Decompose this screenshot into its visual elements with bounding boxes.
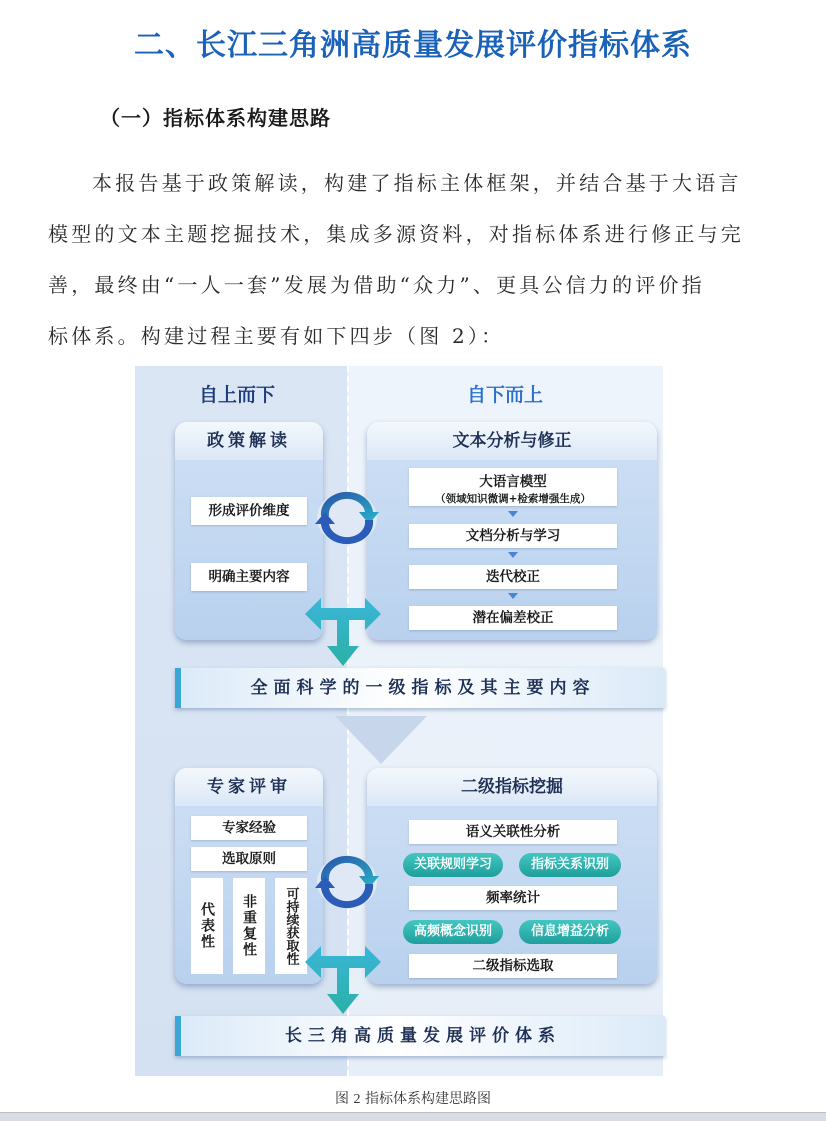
principle-box: 可持续获取性: [275, 878, 307, 974]
analysis-step: 迭代校正: [409, 565, 617, 589]
policy-item: 形成评价维度: [191, 497, 307, 525]
evaluation-system-band: 长三角高质量发展评价体系: [175, 1016, 665, 1056]
paragraph-line: 标体系。构建过程主要有如下四步（图 2）：: [48, 324, 505, 348]
method-pill: 指标关系识别: [519, 853, 621, 877]
principle-box: 代表性: [191, 878, 223, 974]
mining-step: 频率统计: [409, 886, 617, 910]
level1-indicators-band: 全面科学的一级指标及其主要内容: [175, 668, 665, 708]
down-chevron-icon: [335, 716, 427, 766]
mining-step: 语义关联性分析: [409, 820, 617, 844]
merge-arrow-icon: [303, 596, 383, 668]
analysis-step: 文档分析与学习: [409, 524, 617, 548]
principle-box: 非重复性: [233, 878, 265, 974]
cycle-icon: [311, 486, 383, 550]
paragraph-line: 模型的文本主题挖掘技术，集成多源资料，对指标体系进行修正与完: [48, 222, 744, 246]
column-heading-bottom-up: 自下而上: [467, 384, 544, 406]
section-title: 二、长江三角洲高质量发展评价指标体系: [134, 28, 692, 63]
llm-box: [409, 468, 617, 506]
merge-arrow-icon: [303, 944, 383, 1016]
expert-panel-title: 专家评审: [175, 768, 323, 806]
step-arrow-icon: [508, 593, 518, 599]
body-paragraph: [48, 158, 748, 362]
policy-item: 明确主要内容: [191, 563, 307, 591]
indicator-mining-panel: [367, 768, 657, 984]
caption-text: 指标体系构建思路图: [364, 1091, 491, 1107]
step-arrow-icon: [508, 511, 518, 517]
caption-label: 图: [335, 1091, 350, 1107]
policy-panel-title: 政策解读: [175, 422, 323, 460]
caption-number: 2: [353, 1092, 361, 1107]
expert-item: 专家经验: [191, 816, 307, 840]
figure-caption: [0, 1088, 826, 1108]
subsection-title: （一）指标体系构建思路: [100, 106, 331, 130]
llm-sublabel: （领域知识微调+检索增强生成）: [435, 493, 591, 505]
method-pill: 高频概念识别: [403, 920, 503, 944]
policy-panel: [175, 422, 323, 640]
indicator-mining-title: 二级指标挖掘: [367, 768, 657, 806]
mining-step: 二级指标选取: [409, 954, 617, 978]
paragraph-line: 本报告基于政策解读，构建了指标主体框架，并结合基于大语言: [92, 171, 742, 195]
expert-item: 选取原则: [191, 847, 307, 871]
text-analysis-title: 文本分析与修正: [367, 422, 657, 460]
llm-label: 大语言模型: [479, 474, 547, 490]
cycle-icon: [311, 850, 383, 914]
expert-panel: [175, 768, 323, 984]
framework-diagram: [135, 366, 663, 1076]
method-pill: 信息增益分析: [519, 920, 621, 944]
analysis-step: 潜在偏差校正: [409, 606, 617, 630]
text-analysis-panel: [367, 422, 657, 640]
step-arrow-icon: [508, 552, 518, 558]
paragraph-line: 善，最终由“一人一套”发展为借助“众力”、更具公信力的评价指: [48, 273, 705, 297]
method-pill: 关联规则学习: [403, 853, 503, 877]
column-heading-top-down: 自上而下: [199, 384, 276, 406]
